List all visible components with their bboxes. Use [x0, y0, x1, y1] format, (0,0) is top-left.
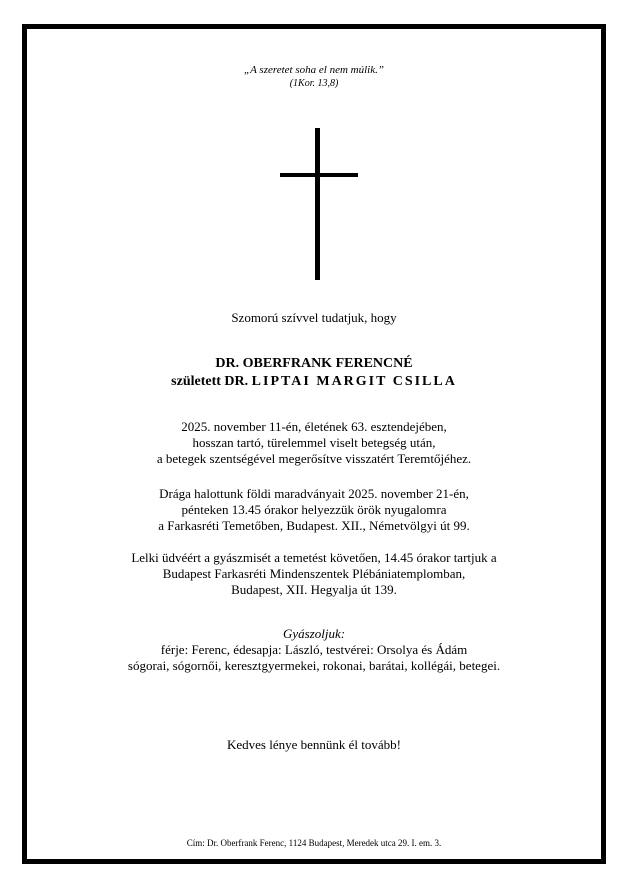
- death-line: hosszan tartó, türelemmel viselt betegség után,: [192, 435, 436, 450]
- bible-quote: „A szeretet soha el nem múlik.”: [244, 64, 384, 76]
- born-title: DR.: [224, 374, 252, 389]
- mourners-line: sógorai, sógornői, keresztgyermekei, rokonai, barátai, kollégái, betegei.: [127, 658, 501, 673]
- mass-line: Budapest Farkasréti Mindenszentek Plébániatemplomban,: [162, 566, 466, 581]
- contact-address: Cím: Dr. Oberfrank Ferenc, 1124 Budapest, Meredek utca 29. I. em. 3.: [186, 838, 442, 848]
- closing-text: Kedves lénye bennünk él tovább!: [226, 737, 401, 752]
- funeral-line: a Farkasréti Temetőben, Budapest. XII., Németvölgyi út 99.: [158, 518, 470, 533]
- notice-content: [27, 29, 601, 859]
- deceased-name: DR. OBERFRANK FERENCNÉ: [215, 356, 413, 371]
- mass-line: Budapest, XII. Hegyalja út 139.: [231, 582, 397, 597]
- funeral-paragraph: [27, 486, 601, 534]
- notice-frame: [22, 24, 606, 864]
- death-line: 2025. november 11-én, életének 63. esztendejében,: [181, 419, 447, 434]
- mourners-list: [27, 642, 601, 674]
- mourners-line: férje: Ferenc, édesapja: László, testvérei: Orsolya és Ádám: [160, 642, 468, 657]
- death-line: a betegek szentségével megerősítve visszatért Teremtőjéhez.: [156, 451, 472, 466]
- intro-text: Szomorú szívvel tudatjuk, hogy: [231, 310, 397, 325]
- born-prefix: született: [171, 374, 225, 389]
- mourners-title: Gyászoljuk:: [282, 626, 346, 641]
- cross-vertical-bar: [315, 128, 320, 280]
- cross-horizontal-bar: [280, 173, 358, 177]
- born-name: LIPTAI MARGIT CSILLA: [251, 374, 457, 389]
- mass-paragraph: [27, 550, 601, 598]
- funeral-line: Drága halottunk földi maradványait 2025. november 21-én,: [159, 486, 469, 501]
- cross-icon: [280, 128, 358, 280]
- funeral-line: pénteken 13.45 órakor helyezzük örök nyugalomra: [181, 502, 447, 517]
- deceased-birth-name: [27, 373, 601, 391]
- bible-quote-reference: (1Kor. 13,8): [289, 78, 339, 89]
- mass-line: Lelki üdvéért a gyászmisét a temetést követően, 14.45 órakor tartjuk a: [131, 550, 497, 565]
- death-paragraph: [27, 419, 601, 467]
